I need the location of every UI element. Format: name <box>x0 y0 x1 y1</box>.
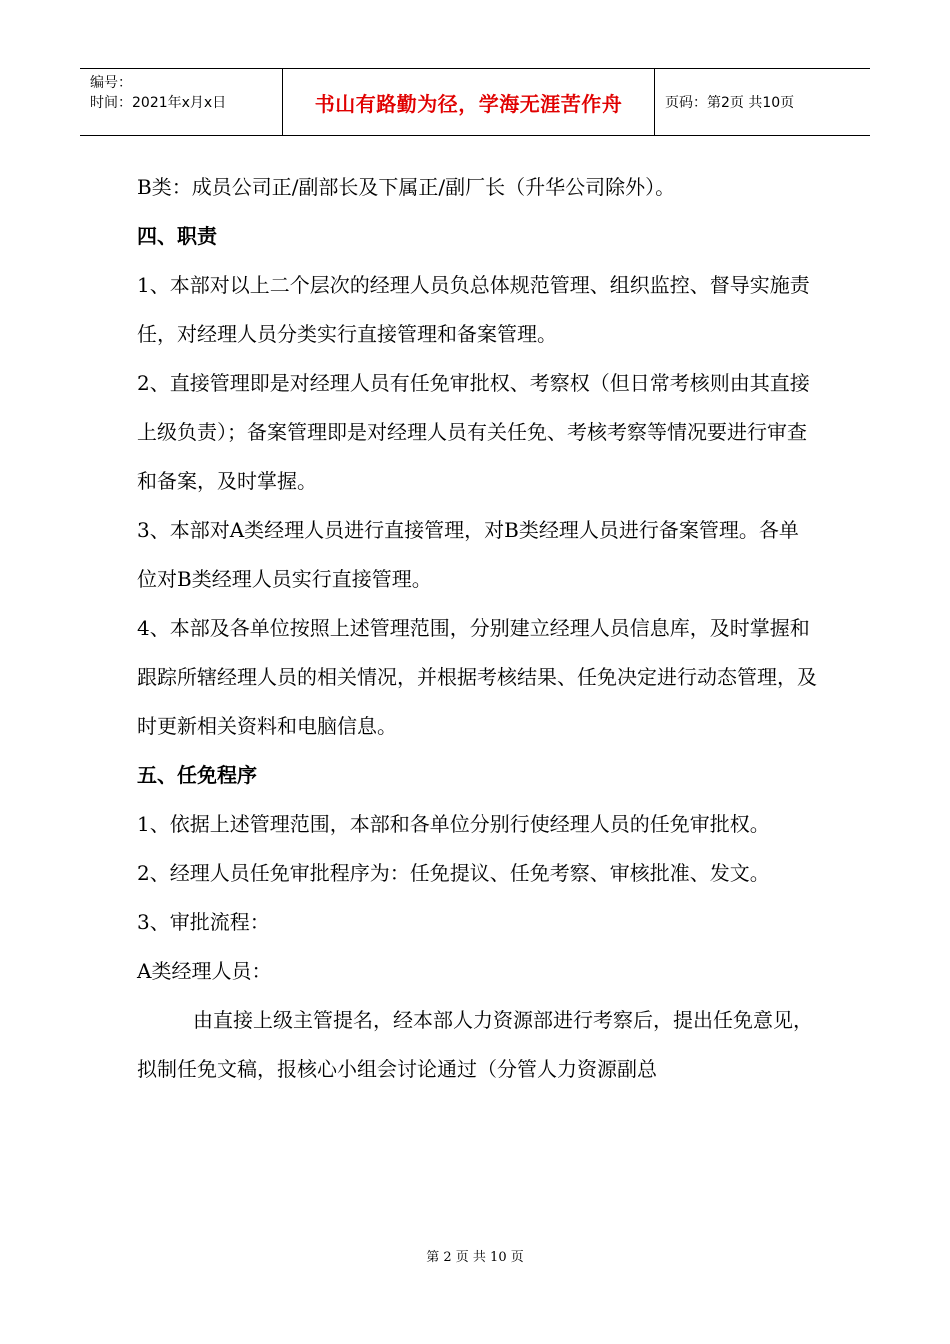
section-4-paragraph-2: 2、直接管理即是对经理人员有任免审批权、考察权（但日常考核则由其直接上级负责）；备案管理即是对经理人员有关任免、考核考察等情况要进行审查和备案，及时掌握。 <box>137 371 810 493</box>
header-motto-cell <box>283 69 655 135</box>
page-header <box>80 68 870 136</box>
header-meta <box>80 69 283 135</box>
a-class-process-text: 由直接上级主管提名，经本部人力资源部进行考察后，提出任免意见，拟制任免文稿，报核心小组会讨论通过（分管人力资源副总 <box>137 1008 813 1081</box>
section-5-paragraph-2: 2、经理人员任免审批程序为：任免提议、任免考察、审核批准、发文。 <box>137 861 770 885</box>
section-5-heading: 五、任免程序 <box>137 763 257 787</box>
document-body <box>137 163 817 1094</box>
section-4-heading: 四、职责 <box>137 224 217 248</box>
page-footer: 第 2 页 共 10 页 <box>426 1250 524 1265</box>
section-5-paragraph-3: 3、审批流程： <box>137 910 270 934</box>
document-time-label: 时间：2021年x月x日 <box>90 95 227 111</box>
header-motto: 书山有路勤为径，学海无涯苦作舟 <box>314 91 623 116</box>
document-number-label: 编号： <box>90 75 132 91</box>
section-4-paragraph-4: 4、本部及各单位按照上述管理范围，分别建立经理人员信息库，及时掌握和跟踪所辖经理人员的相关情况，并根据考核结果、任免决定进行动态管理，及时更新相关资料和电脑信息。 <box>137 616 817 738</box>
section-4-paragraph-3: 3、本部对A类经理人员进行直接管理，对B类经理人员进行备案管理。各单位对B类经理人员实行直接管理。 <box>137 518 799 591</box>
section-4-paragraph-1: 1、本部对以上二个层次的经理人员负总体规范管理、组织监控、督导实施责任，对经理人员分类实行直接管理和备案管理。 <box>137 273 810 346</box>
section-5-paragraph-1: 1、依据上述管理范围，本部和各单位分别行使经理人员的任免审批权。 <box>137 812 770 836</box>
b-class-definition: B类：成员公司正/副部长及下属正/副厂长（升华公司除外）。 <box>137 175 676 199</box>
header-page-info: 页码：第2页 共10页 <box>665 95 795 111</box>
a-class-label: A类经理人员： <box>137 959 272 983</box>
